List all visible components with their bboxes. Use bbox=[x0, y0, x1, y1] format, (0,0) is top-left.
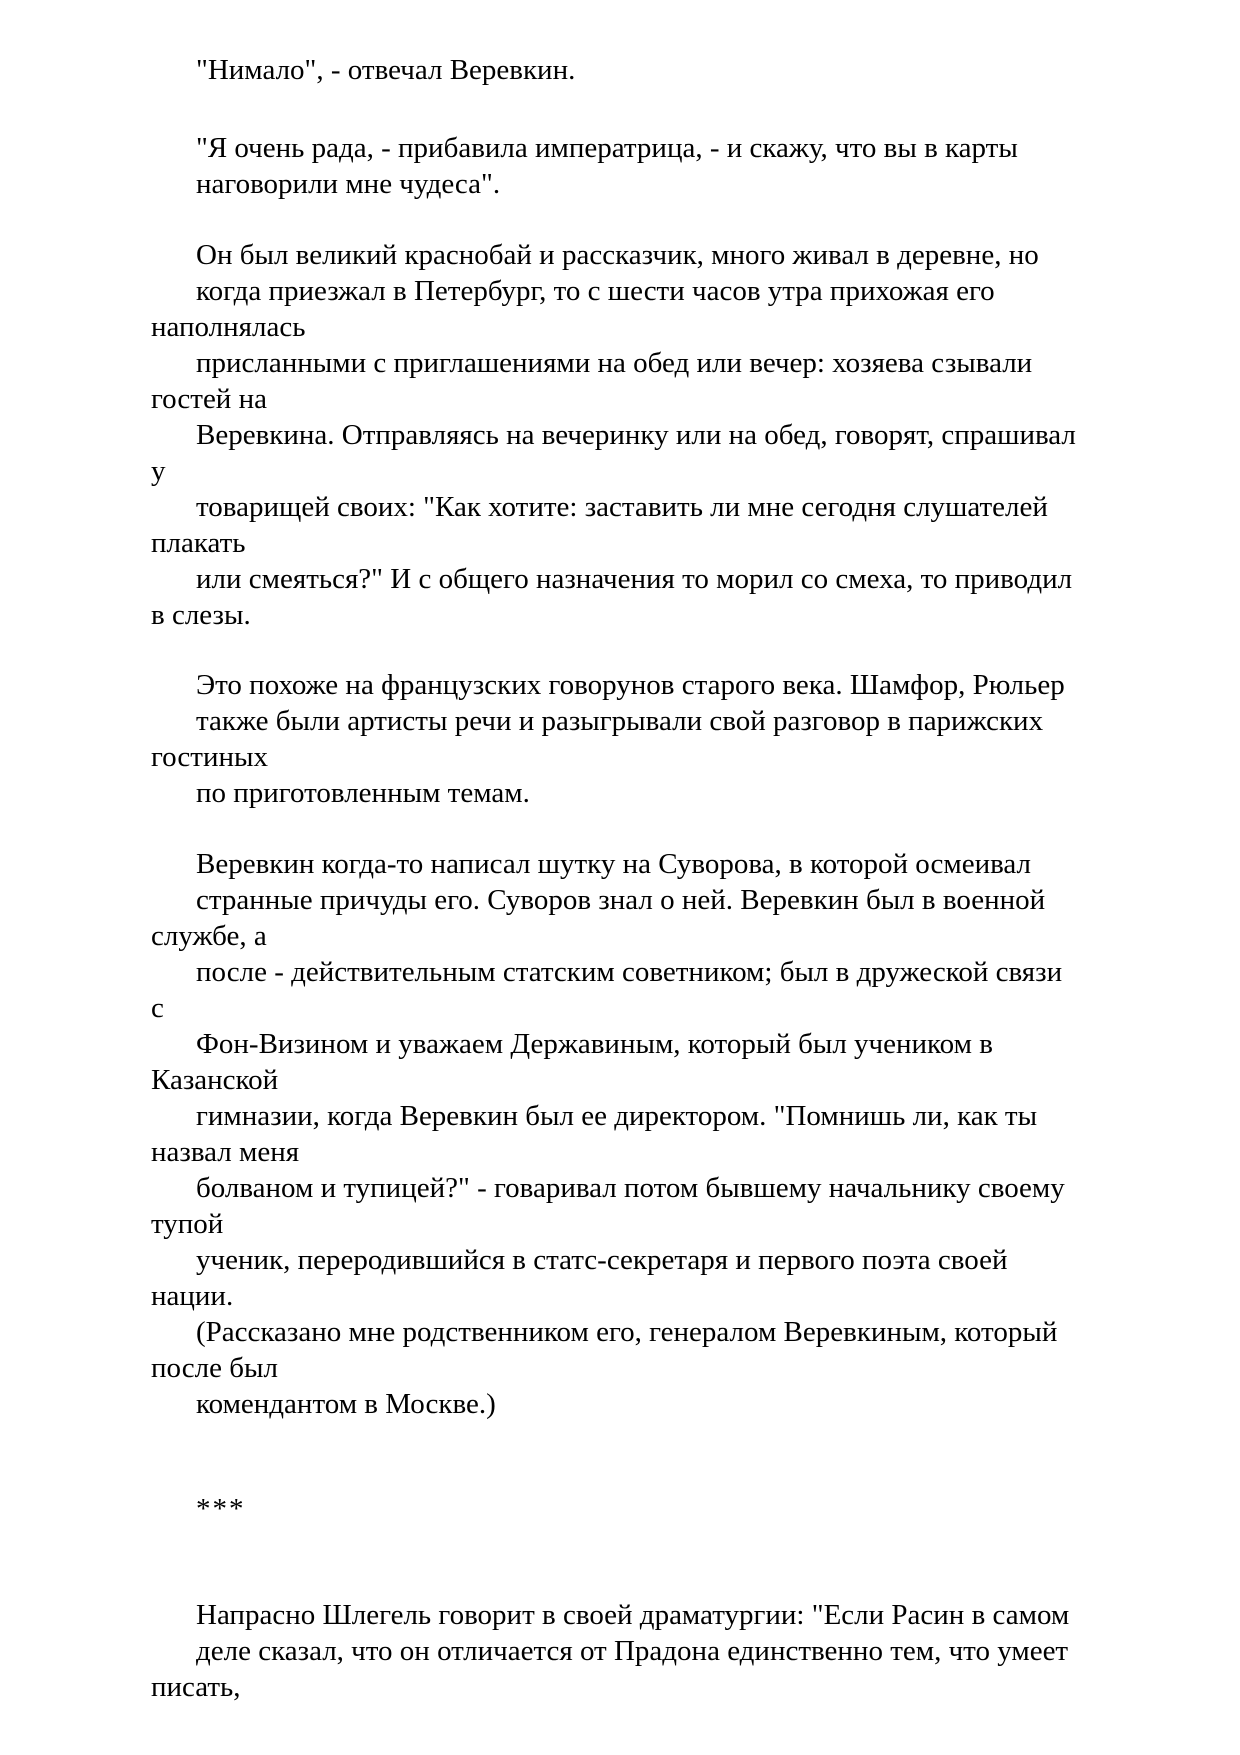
text-line: также были артисты речи и разыгрывали свой разговор в парижских bbox=[196, 705, 1044, 737]
text-line: после - действительным статским советником; был в дружеской связи bbox=[196, 956, 1063, 988]
text-line: с bbox=[151, 992, 164, 1024]
section-separator: *** bbox=[196, 1493, 246, 1525]
text-line: по приготовленным темам. bbox=[196, 777, 530, 809]
text-line: у bbox=[151, 455, 166, 487]
text-line: комендантом в Москве.) bbox=[196, 1388, 496, 1420]
text-line: после был bbox=[151, 1352, 278, 1384]
text-line: службе, а bbox=[151, 920, 267, 952]
text-line: присланными с приглашениями на обед или вечер: хозяева сзывали bbox=[196, 347, 1033, 379]
text-line: гимназии, когда Веревкин был ее директором. "Помнишь ли, как ты bbox=[196, 1100, 1038, 1132]
text-line: назвал меня bbox=[151, 1136, 300, 1168]
text-line: ученик, переродившийся в статс-секретаря и первого поэта своей bbox=[196, 1244, 1008, 1276]
text-line: наполнялась bbox=[151, 311, 306, 343]
text-line: писать, bbox=[151, 1671, 241, 1703]
text-line: "Нимало", - отвечал Веревкин. bbox=[196, 54, 576, 86]
text-line: тупой bbox=[151, 1208, 224, 1240]
text-line: деле сказал, что он отличается от Прадона единственно тем, что умеет bbox=[196, 1635, 1069, 1667]
text-line: Казанской bbox=[151, 1064, 279, 1096]
text-line: (Рассказано мне родственником его, генералом Веревкиным, который bbox=[196, 1316, 1058, 1348]
text-line: болваном и тупицей?" - говаривал потом бывшему начальнику своему bbox=[196, 1172, 1065, 1204]
text-line: Напрасно Шлегель говорит в своей драматургии: "Если Расин в самом bbox=[196, 1599, 1070, 1631]
text-line: Фон-Визином и уважаем Державиным, который был учеником в bbox=[196, 1028, 993, 1060]
text-line: в слезы. bbox=[151, 599, 251, 631]
text-line: нации. bbox=[151, 1280, 234, 1312]
text-line: плакать bbox=[151, 527, 246, 559]
text-line: Веревкина. Отправляясь на вечеринку или на обед, говорят, спрашивал bbox=[196, 419, 1076, 451]
text-line: когда приезжал в Петербург, то с шести часов утра прихожая его bbox=[196, 275, 995, 307]
text-line: или смеяться?" И с общего назначения то морил со смеха, то приводил bbox=[196, 563, 1073, 595]
text-line: гостиных bbox=[151, 741, 268, 773]
text-line: странные причуды его. Суворов знал о ней. Веревкин был в военной bbox=[196, 884, 1046, 916]
text-line: наговорили мне чудеса". bbox=[196, 168, 501, 200]
text-line: Это похоже на французских говорунов старого века. Шамфор, Рюльер bbox=[196, 669, 1065, 701]
text-line: Веревкин когда-то написал шутку на Суворова, в которой осмеивал bbox=[196, 848, 1032, 880]
text-line: гостей на bbox=[151, 383, 267, 415]
text-line: "Я очень рада, - прибавила императрица, - и скажу, что вы в карты bbox=[196, 132, 1018, 164]
text-line: Он был великий краснобай и рассказчик, много живал в деревне, но bbox=[196, 239, 1039, 271]
text-line: товарищей своих: "Как хотите: заставить ли мне сегодня слушателей bbox=[196, 491, 1048, 523]
